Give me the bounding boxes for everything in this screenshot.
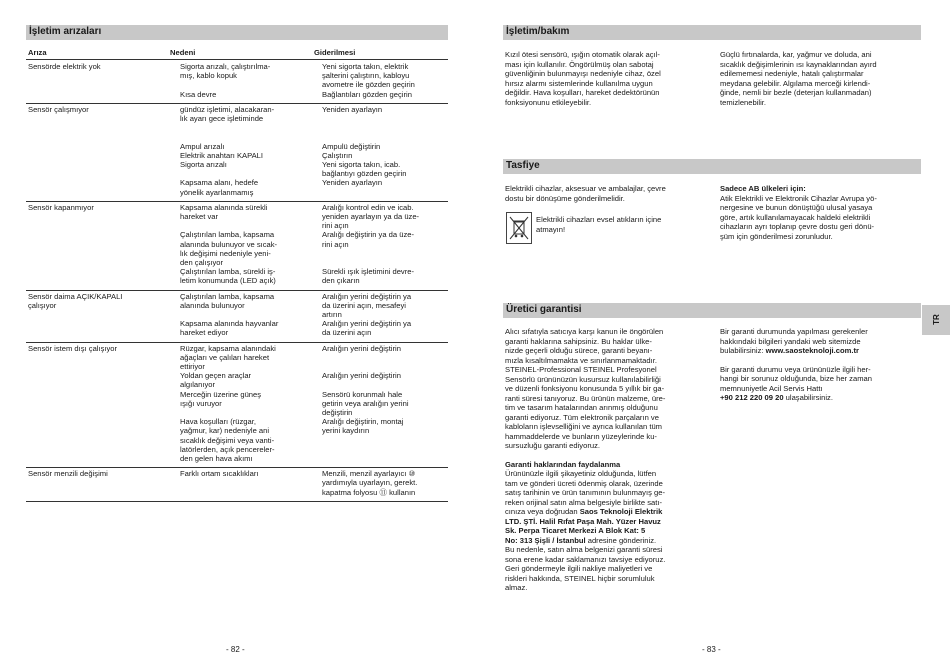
text-line: Sensörlü ürününüzün kusursuz kullanılabilirliği — [505, 374, 661, 384]
cell-line: Çalıştırılan lamba, kapsama — [180, 291, 275, 301]
text-line: göre, artık kullanılamayacak haldeki elektrikli — [720, 212, 871, 222]
cell-line — [180, 123, 320, 132]
text-line: mızla kısaltılmamakta ve sınırlanmamaktadır. — [505, 355, 657, 365]
text-line: dostu bir dönüşüme gönderilmelidir. — [505, 193, 625, 203]
col-header-cause: Nedeni — [170, 48, 196, 57]
cell-line: latörlerden, açık pencereler- — [180, 444, 275, 454]
text-line: riskleri hakkında, STEINEL hiçbir sorumluluk — [505, 573, 655, 583]
cell-line: Sensör daima AÇIK/KAPALI — [28, 291, 123, 301]
text-line: ranti süresi tanıyoruz. Bu ürünün malzeme, üre- — [505, 393, 666, 403]
cell-line — [322, 362, 450, 371]
cell-line: Kapsama alanı, hedefe — [180, 178, 259, 188]
disposal-icon-text — [536, 215, 711, 234]
text-line: ması için kullanılır. Öngörülmüş olan sabotaj — [505, 59, 654, 69]
cell-line: den gelen hava akımı — [180, 454, 253, 464]
cell-line: den çalışıyor — [180, 258, 224, 268]
language-tab — [922, 305, 950, 335]
text-line — [505, 536, 713, 546]
text-span: hakkındaki bilgileri yandaki web sitemizde — [720, 336, 861, 346]
text-line: hammaddelerde ve bunların yüzeylerinde ku- — [505, 431, 657, 441]
text-line — [720, 327, 925, 337]
text-line: Elektrikli cihazları evsel atıkların içine — [536, 215, 662, 224]
cell-line: hareket ediyor — [180, 328, 229, 338]
text-line — [505, 469, 713, 479]
cell-line: artırın — [322, 310, 342, 319]
cause-cell — [180, 344, 320, 464]
cell-line: Bağlantıları gözden geçirin — [322, 89, 412, 99]
cell-line: Hava koşulları (rüzgar, — [180, 417, 256, 427]
maintenance-text-col2 — [720, 50, 920, 107]
cell-line: Sensör çalışmıyor — [28, 104, 89, 114]
cell-line: alanında bulunuyor — [180, 300, 245, 310]
cell-line: Yeniden ayarlayın — [322, 104, 383, 114]
text-line: Kızıl ötesi sensörü, ışığın otomatik olarak açıl- — [505, 50, 660, 59]
cell-line: sıcaklık değişimi veya vanti- — [180, 435, 275, 445]
text-line: memnuniyetle Acil Servis Hattı — [720, 383, 823, 393]
cell-line: ağaçları ve çalıları hareket — [180, 352, 270, 362]
service-phone: +90 212 220 09 20 — [720, 393, 784, 403]
cell-line: yönelik ayarlanmamış — [180, 187, 254, 197]
cell-line — [322, 258, 450, 267]
fault-cell — [28, 62, 173, 71]
text-line: nergesine ve bunun dönüştüğü ulusal yasaya — [720, 203, 873, 212]
crossed-bin-icon — [506, 212, 532, 244]
text-span: reken orijinal satın alma belgesiyle birlikte satı- — [505, 497, 663, 507]
cell-line — [322, 436, 450, 445]
cell-line: Aralığın yerini değiştirin ya — [322, 291, 412, 301]
cell-line: Sensör istem dışı çalışıyor — [28, 343, 118, 353]
cell-line: Aralığın yerini değiştirin ya — [322, 319, 412, 329]
cell-line: avometre ile gözden geçirin — [322, 80, 415, 90]
address-bold: Saos Teknoloji Elektrik — [579, 507, 663, 517]
text-line: garanti haklarına sahipsiniz. Bu haklar ülke- — [505, 336, 652, 346]
cell-line — [180, 221, 320, 230]
table-row — [26, 103, 448, 201]
section-header-warranty — [503, 303, 921, 318]
cell-line: bağlantıyı gözden geçirin — [322, 169, 407, 179]
cell-line: Ampul arızalı — [180, 141, 225, 151]
section-header-operating-faults — [26, 25, 448, 40]
cell-line: Aralığı değiştirin ya da üze- — [322, 230, 415, 240]
cell-line — [322, 353, 450, 362]
fix-cell — [322, 292, 450, 338]
cause-cell — [180, 292, 320, 338]
cell-line: Aralığın yerini değiştirin — [322, 371, 401, 381]
text-line: temizlenebilir. — [720, 97, 767, 107]
disposal-eu-text — [720, 194, 925, 242]
cell-line: Yoldan geçen araçlar — [180, 371, 252, 381]
cell-line: Kısa devre — [180, 89, 217, 99]
text-line — [720, 393, 925, 403]
section-title: İşletim arızaları — [29, 26, 102, 37]
cell-line: Yeniden ayarlayın — [322, 178, 383, 188]
cell-line: Sensör kapanmıyor — [28, 202, 94, 212]
text-line: sursuzluğu garanti ediyoruz. — [505, 441, 600, 450]
page-number-left: - 82 - — [226, 645, 245, 654]
text-line: almaz. — [505, 583, 528, 593]
text-span: Bir garanti durumunda yapılması gerekenler — [720, 327, 868, 336]
cell-line — [322, 380, 450, 389]
cell-line: Merceğin üzerine güneş — [180, 389, 262, 399]
address-bold: LTD. ŞTİ. Halil Rıfat Paşa Mah. Yüzer Havuz — [505, 516, 661, 526]
text-line: Bir garanti durumu veya ürününüzle ilgili her- — [720, 364, 871, 374]
cell-line — [322, 188, 450, 197]
fault-cell — [28, 203, 173, 212]
text-span: satış tarihinin ve ürün tanımının bulunmayış ge- — [505, 488, 665, 498]
table-header — [26, 46, 448, 58]
fault-cell — [28, 292, 173, 310]
cell-line: lık değişimi nedeniyle yeni- — [180, 248, 271, 258]
text-line: şüm için gönderilmesi zorunludur. — [720, 231, 833, 241]
text-span: cınıza veya doğrudan — [505, 507, 580, 517]
text-line: fonksiyonunu etkileyebilir. — [505, 97, 592, 107]
cell-line: Çalıştırılan lamba, kapsama — [180, 230, 275, 240]
cell-line: Aralığın yerini değiştirin — [322, 343, 401, 353]
text-line: garanti ediyoruz. Tüm elektronik parçaların ve — [505, 412, 659, 422]
text-line: hırsız alarmı sistemlerinde kullanılma uygun — [505, 78, 653, 88]
cell-line: mış, kablo kopuk — [180, 71, 237, 81]
text-line: sona erene kadar saklamanızı tavsiye ediyoruz. — [505, 554, 666, 564]
text-line: Alıcı sıfatıyla satıcıya karşı kanun ile öngörülen — [505, 327, 664, 336]
text-line — [505, 488, 713, 498]
cell-line: Çalıştırın — [322, 150, 353, 160]
cell-line: ışığı vuruyor — [180, 398, 222, 408]
cell-line — [180, 408, 320, 417]
cell-line: Menzili, menzil ayarlayıcı ⑩ — [322, 469, 416, 479]
warranty-intro — [505, 327, 713, 451]
language-label: TR — [931, 314, 941, 325]
fix-cell — [322, 105, 450, 197]
cell-line: da üzerini açın — [322, 328, 372, 338]
cell-line: değiştirin — [322, 408, 353, 418]
text-line: tim ve tasarım hatalarından arınmış olduğunu — [505, 403, 658, 412]
cell-line: Farklı ortam sıcaklıkları — [180, 469, 259, 479]
text-line — [720, 346, 925, 356]
cell-line: gündüz işletimi, alacakaran- — [180, 104, 275, 114]
text-line: kabloların işlevselliğini ve ayrıca kullanılan tüm — [505, 422, 663, 431]
text-line: hangi bir sorunuz olduğunda, bize her zaman — [720, 374, 872, 384]
cell-line: da üzerini açın, mesafeyi — [322, 300, 406, 310]
cause-cell — [180, 105, 320, 197]
website-link[interactable]: www.saosteknoloji.com.tr — [765, 346, 859, 355]
cell-line: yardımıyla uyarlayın, gerekt. — [322, 478, 418, 488]
cell-line: yağmur, kar) nedeniyle ani — [180, 426, 270, 436]
address-bold: Sk. Perpa Ticaret Merkezi A Blok Kat: 5 — [505, 526, 646, 536]
text-line: nizde geçerli olduğu sürece, garanti beyanı- — [505, 346, 653, 355]
cell-line: Sigorta arızalı, çalıştırılma- — [180, 62, 271, 71]
fix-cell — [322, 469, 450, 497]
cell-line: Çalıştırılan lamba, sürekli iş- — [180, 267, 276, 277]
cell-line — [180, 169, 320, 178]
fault-cell — [28, 105, 173, 114]
cell-line: Sürekli ışık işletimini devre- — [322, 267, 414, 277]
cell-line: Sensörü korunmalı hale — [322, 389, 403, 399]
text-line: Geri göndermeyle ilgili nakliye maliyetleri ve — [505, 564, 653, 574]
cause-cell — [180, 469, 320, 478]
cell-line: çalışıyor — [28, 300, 57, 310]
fault-cell — [28, 344, 173, 353]
text-line: Atik Elektrikli ve Elektronik Cihazlar Avrupa yö- — [720, 193, 877, 203]
text-line: ve düzenli fonksiyonu konusunda 5 yıllık bir ga- — [505, 384, 665, 393]
section-header-maintenance — [503, 25, 921, 40]
cell-line — [322, 445, 450, 454]
page-number-right: - 83 - — [702, 645, 721, 654]
text-span: ulaşabilirsiniz. — [783, 393, 833, 403]
col-header-fault: Arıza — [28, 48, 47, 57]
cell-line: rini açın — [322, 239, 349, 249]
cell-line: Yeni sigorta takın, icab. — [322, 160, 401, 170]
cell-line: Kapsama alanında sürekli — [180, 202, 268, 212]
cell-line: Sensör menzili değişimi — [28, 469, 108, 479]
text-line — [505, 517, 713, 527]
warranty-contact — [720, 365, 925, 403]
cell-line: Sensörde elektrik yok — [28, 62, 101, 71]
text-line: Güçlü fırtınalarda, kar, yağmur ve doluda, ani — [720, 50, 872, 59]
cell-line: Elektrik anahtarı KAPALI — [180, 150, 264, 160]
text-line: STEINEL-Professional STEINEL Profesyonel — [505, 365, 657, 374]
col-header-fix: Giderilmesi — [314, 48, 356, 57]
cell-line — [322, 249, 450, 258]
text-line: sıcaklık değişimlerinin ısı kaynaklarından ayırd — [720, 59, 877, 69]
section-title: Tasfiye — [506, 160, 540, 171]
text-span: tam ve gönderi ücreti ödenmiş olarak, üzerinde — [505, 478, 663, 488]
cell-line: den çıkarın — [322, 276, 360, 286]
warranty-info — [720, 327, 925, 356]
text-line: meydana gelebilir. Algılama merceği kirlendi- — [720, 78, 871, 88]
cell-line: Ampulü değiştirin — [322, 141, 381, 151]
text-line: cihazların ayrı toplanıp çevre dostu geri dönü- — [720, 222, 875, 231]
text-line — [505, 479, 713, 489]
table-row — [26, 201, 448, 290]
section-title: Üretici garantisi — [506, 304, 582, 315]
cell-line: ettiriyor — [180, 362, 205, 371]
cell-line: Rüzgar, kapsama alanındaki — [180, 343, 276, 353]
cell-line: Kapsama alanında hayvanlar — [180, 319, 279, 329]
cell-line: Sigorta arızalı — [180, 160, 227, 170]
warranty-text-col1 — [505, 327, 713, 593]
cell-line: şalterini çalıştırın, kabloyu — [322, 71, 410, 81]
row-divider — [26, 501, 448, 502]
section-header-disposal — [503, 159, 921, 174]
text-span: bulabilirsiniz: — [720, 346, 766, 355]
text-line — [505, 526, 713, 536]
text-line: ğinde, nemli bir bezle (deterjan kullanmadan) — [720, 88, 872, 97]
claim-title: Garanti haklarından faydalanma — [505, 459, 621, 469]
fix-cell — [322, 62, 450, 99]
disposal-text-col2 — [720, 184, 925, 241]
section-title: İşletim/bakım — [506, 26, 570, 37]
cell-line: Yeni sigorta takın, elektrik — [322, 62, 409, 71]
text-span: Ürününüzle ilgili şikayetiniz olduğunda, lütfen — [505, 469, 657, 479]
cell-line — [180, 310, 320, 319]
fault-cell — [28, 469, 173, 478]
text-line: değildir. Hava koşulları, hareket dedektörünün — [505, 88, 660, 97]
cell-line — [180, 80, 320, 89]
cause-cell — [180, 62, 320, 99]
disposal-text-col1 — [505, 184, 713, 203]
cell-line: algılanıyor — [180, 380, 216, 390]
cell-line: hareket var — [180, 212, 218, 221]
text-span: adresine gönderiniz. — [585, 535, 657, 545]
claim-text — [505, 469, 713, 593]
cell-line: Aralığı değiştirin, montaj — [322, 417, 404, 427]
cell-line: alanında bulunuyor ve sıcak- — [180, 239, 278, 249]
table-row — [26, 342, 448, 468]
text-line — [505, 498, 713, 508]
cell-line: letim konumunda (LED açık) — [180, 276, 276, 286]
fix-cell — [322, 344, 450, 464]
cell-line: Aralığı kontrol edin ve icab. — [322, 202, 414, 212]
cause-cell — [180, 203, 320, 286]
address-bold: No: 313 Şişli / İstanbul — [505, 535, 586, 545]
cell-line — [180, 132, 320, 141]
table-row — [26, 290, 448, 342]
text-line: Elektrikli cihazlar, aksesuar ve ambalajlar, çevre — [505, 184, 666, 193]
cell-line: yerini kaydırın — [322, 426, 370, 436]
cell-line: yeniden ayarlayın ya da üze- — [322, 212, 420, 221]
cell-line: lık ayarı gece işletiminde — [180, 114, 264, 123]
table-row — [26, 60, 448, 103]
text-line — [720, 337, 925, 347]
maintenance-text-col1 — [505, 50, 713, 107]
cell-line — [322, 114, 450, 123]
text-line — [505, 507, 713, 517]
table-row — [26, 467, 448, 501]
text-line: edilememesi nedeniyle, hatalı çalıştırmalar — [720, 69, 864, 78]
text-line: güvenliğinin bulunmayışı nedeniyle cihaz, özel — [505, 69, 661, 78]
fix-cell — [322, 203, 450, 286]
cell-line — [322, 454, 450, 463]
disposal-eu-title: Sadece AB ülkeleri için: — [720, 184, 806, 193]
cell-line — [322, 132, 450, 141]
cell-line: rini açın — [322, 221, 349, 231]
text-line: atmayın! — [536, 224, 566, 234]
cell-line — [322, 123, 450, 132]
text-line: Bu nedenle, satın alma belgenizi garanti süresi — [505, 545, 663, 555]
cell-line: kapatma folyosu ⑪ kullanın — [322, 487, 416, 497]
cell-line: getirin veya aralığın yerini — [322, 398, 409, 408]
warranty-text-col2 — [720, 327, 925, 403]
